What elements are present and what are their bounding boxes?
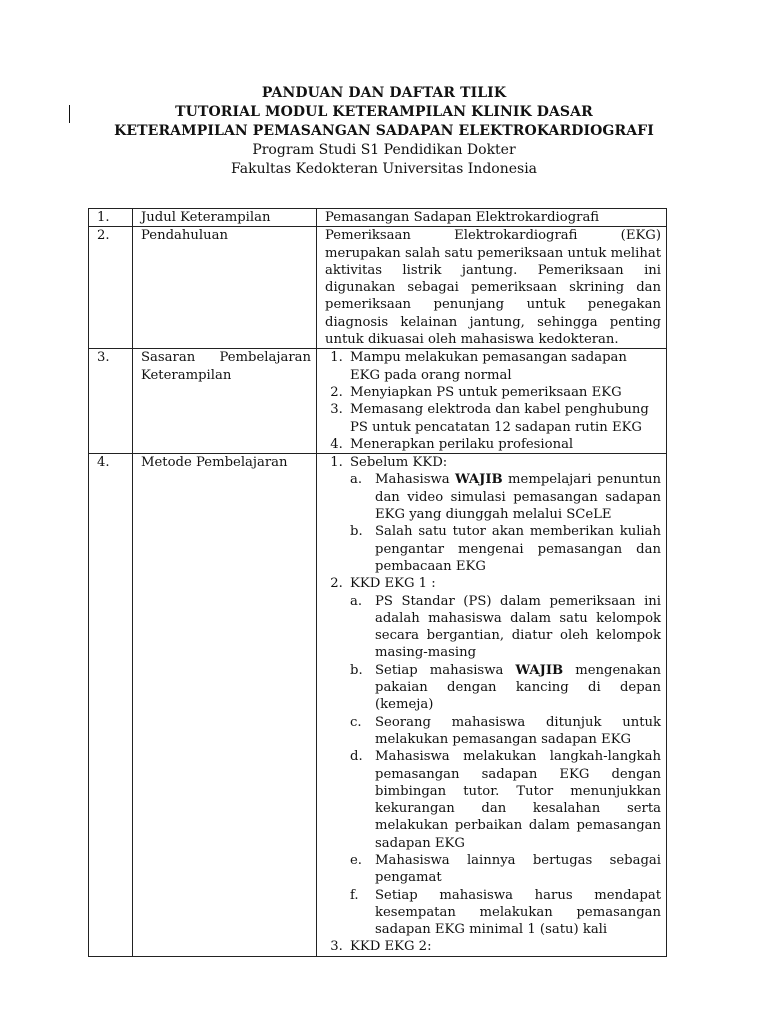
list-marker: e.	[350, 852, 362, 868]
item-emphasis: WAJIB	[454, 472, 503, 488]
list-marker: b.	[350, 662, 363, 678]
item-text: Mahasiswa melakukan langkah-langkah pemasangan sadapan EKG dengan bimbingan tutor. Tutor menunjukkan kekurangan dan kesalahan serta melakukan perbaikan dalam pemasangan sadapan EKG	[375, 749, 661, 851]
table-row	[89, 349, 667, 454]
item-text: Mahasiswa lainnya bertugas sebagai pengamat	[375, 852, 661, 886]
list-item	[350, 748, 661, 852]
subtitle-line-2: Fakultas Kedokteran Universitas Indonesia	[230, 161, 538, 177]
row-content	[317, 454, 667, 957]
title-line-2: TUTORIAL MODUL KETERAMPILAN KLINIK DASAR	[175, 104, 593, 120]
list-item: 4. Menerapkan perilaku profesional	[347, 436, 661, 453]
list-item: 3. Memasang elektroda dan kabel penghubung PS untuk pencatatan 12 sadapan rutin EKG	[347, 401, 661, 436]
row-content: Pemasangan Sadapan Elektrokardiografi	[317, 209, 667, 227]
list-item: 1. Mampu melakukan pemasangan sadapan EKG pada orang normal	[347, 349, 661, 384]
row-label: Sasaran Pembelajaran Keterampilan	[133, 349, 317, 454]
method-section	[347, 454, 661, 575]
list-item	[350, 523, 661, 575]
methods-list	[325, 454, 661, 956]
table-row	[89, 209, 667, 227]
list-item: 2. Menyiapkan PS untuk pemeriksaan EKG	[347, 384, 661, 401]
list-item	[350, 662, 662, 714]
item-text: Mahasiswa	[375, 472, 455, 488]
list-item	[350, 887, 661, 939]
list-marker: b.	[350, 524, 363, 540]
row-number: 3.	[89, 349, 133, 454]
list-item	[350, 852, 661, 887]
row-content: Pemeriksaan Elektrokardiografi (EKG) merupakan salah satu pemeriksaan untuk melihat aktivitas listrik jantung. Pemeriksaan ini digunakan sebagai pemeriksaan skrining dan pemeriksaan penunjang untuk penegakan diagnosis kelainan jantung, sehingga penting untuk dikuasai oleh mahasiswa kedokteran.	[317, 227, 667, 349]
row-number: 2.	[89, 227, 133, 349]
method-section-title: KKD EKG 1 :	[350, 576, 436, 592]
table-row	[89, 454, 667, 957]
subtitle-line-1: Program Studi S1 Pendidikan Dokter	[252, 142, 516, 158]
row-label: Metode Pembelajaran	[133, 454, 317, 957]
method-sublist	[350, 593, 661, 939]
method-sublist	[350, 471, 661, 575]
item-text: mempelajari penuntun dan video simulasi pemasangan sadapan EKG yang diunggah melalui SCeLE	[375, 472, 661, 523]
method-section	[347, 938, 661, 955]
list-marker: a.	[350, 593, 363, 609]
list-item	[350, 471, 661, 523]
list-marker: f.	[350, 887, 359, 903]
method-section-title: Sebelum KKD:	[350, 455, 448, 471]
title-line-1: PANDUAN DAN DAFTAR TILIK	[261, 85, 507, 101]
row-label: Pendahuluan	[133, 227, 317, 349]
list-item	[350, 593, 661, 662]
row-number: 1.	[89, 209, 133, 227]
title-line-3: KETERAMPILAN PEMASANGAN SADAPAN ELEKTROKARDIOGRAFI	[114, 123, 654, 139]
document-header	[0, 84, 768, 179]
item-text: Seorang mahasiswa ditunjuk untuk melakukan pemasangan sadapan EKG	[375, 714, 661, 747]
row-label: Judul Keterampilan	[133, 209, 317, 227]
list-marker: a.	[350, 472, 363, 488]
list-marker: d.	[350, 749, 363, 765]
method-section-title: KKD EKG 2:	[350, 939, 432, 955]
method-section	[347, 575, 661, 938]
item-emphasis: WAJIB	[515, 662, 564, 678]
item-text: Salah satu tutor akan memberikan kuliah pengantar mengenai pemasangan dan pembacaan EKG	[375, 524, 661, 574]
row-number: 4.	[89, 454, 133, 957]
list-marker: c.	[350, 714, 362, 730]
item-text: Setiap mahasiswa	[375, 662, 516, 678]
row-content	[317, 349, 667, 454]
learning-goals-list	[325, 349, 661, 453]
item-text: mengenakan pakaian dengan kancing di depan (kemeja)	[375, 662, 662, 713]
guide-table	[88, 208, 667, 957]
list-item	[350, 714, 661, 749]
table-row	[89, 227, 667, 349]
item-text: PS Standar (PS) dalam pemeriksaan ini adalah mahasiswa dalam satu kelompok secara bergantian, diatur oleh kelompok masing-masing	[375, 593, 661, 661]
item-text: Setiap mahasiswa harus mendapat kesempatan melakukan pemasangan sadapan EKG minimal 1 (satu) kali	[375, 887, 661, 938]
